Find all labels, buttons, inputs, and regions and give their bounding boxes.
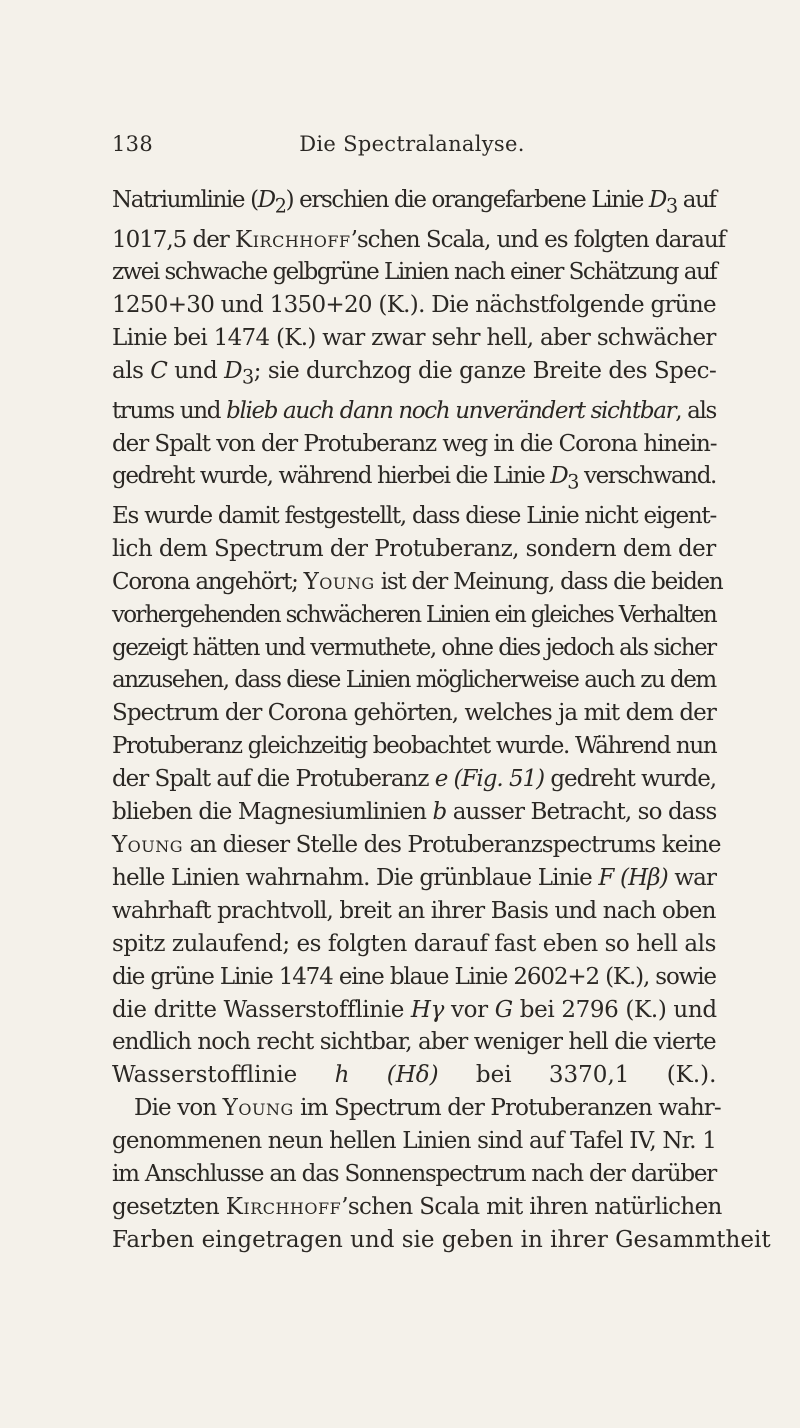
- text-line: Linie bei 1474 (K.) war zwar sehr hell, aber schwächer: [112, 325, 716, 352]
- text-line: wahrhaft prachtvoll, breit an ihrer Basis und nach oben: [112, 897, 716, 924]
- text-line: lich dem Spectrum der Protuberanz, sondern dem der: [112, 535, 716, 562]
- text-line: Protuberanz gleichzeitig beobachtet wurde. Während nun: [112, 733, 717, 760]
- text-line: Es wurde damit festgestellt, dass diese Linie nicht eigent-: [112, 502, 716, 529]
- running-title: Die Spectralanalyse.: [299, 132, 525, 156]
- text-line: spitz zulaufend; es folgten darauf fast eben so hell als: [112, 930, 716, 957]
- text-line: genommenen neun hellen Linien sind auf Tafel IV, Nr. 1: [112, 1128, 717, 1155]
- text-line: gesetzten Kirchhoff’schen Scala mit ihren natürlichen: [112, 1193, 722, 1220]
- text-line: gedreht wurde, während hierbei die Linie $D_3$ verschwand.: [112, 463, 716, 495]
- text-line: Wasserstofflinie h (Hδ) bei 3370,1 (K.).: [112, 1062, 717, 1089]
- text-line: Farben eingetragen und sie geben in ihrer Gesammtheit: [112, 1226, 771, 1253]
- text-line: Young an dieser Stelle des Protuberanzspectrums keine: [112, 832, 721, 858]
- text-line: gezeigt hätten und vermuthete, ohne dies jedoch als sicher: [112, 634, 716, 661]
- text-line: anzusehen, dass diese Linien möglicherweise auch zu dem: [112, 667, 716, 694]
- text-line: im Anschlusse an das Sonnenspectrum nach der darüber: [112, 1161, 717, 1188]
- text-line: Die von Young im Spectrum der Protuberanzen wahr-: [134, 1095, 721, 1122]
- text-line: Natriumlinie $(D_2)$ erschien die orangefarbene Linie $D_3$ auf: [112, 187, 716, 218]
- text-line: endlich noch recht sichtbar, aber weniger hell die vierte: [112, 1029, 716, 1056]
- text-line: blieben die Magnesiumlinien b ausser Betracht, so dass: [112, 799, 717, 826]
- text-line: trums und blieb auch dann noch unverändert sichtbar, als: [112, 397, 716, 424]
- page-number: 138: [112, 132, 153, 156]
- body-text: [112, 184, 771, 1257]
- text-line: die grüne Linie 1474 eine blaue Linie 2602+2 (K.), sowie: [112, 963, 716, 990]
- text-line: 1250+30 und 1350+20 (K.). Die nächstfolgende grüne: [112, 292, 716, 319]
- text-line: der Spalt von der Protuberanz weg in die Corona hinein-: [112, 430, 717, 457]
- text-line: zwei schwache gelbgrüne Linien nach einer Schätzung auf: [112, 259, 717, 286]
- author-name: Kirchhoff: [235, 226, 351, 253]
- author-name: Kirchhoff: [225, 1193, 342, 1220]
- author-name: Young: [112, 832, 184, 858]
- text-line: als C und $D_3$; sie durchzog die ganze Breite des Spec-: [112, 358, 717, 389]
- text-line: Corona angehört; Young ist der Meinung, dass die beiden: [112, 568, 723, 595]
- text-line: 1017,5 der Kirchhoff’schen Scala, und es folgten darauf: [112, 226, 726, 253]
- text-line: helle Linien wahrnahm. Die grünblaue Linie F (Hβ) war: [112, 864, 717, 891]
- text-line: der Spalt auf die Protuberanz e (Fig. 51) gedreht wurde,: [112, 766, 717, 793]
- text-line: die dritte Wasserstofflinie Hγ vor G bei 2796 (K.) und: [112, 996, 717, 1023]
- text-line: vorhergehenden schwächeren Linien ein gleiches Verhalten: [112, 601, 716, 628]
- text-line: Spectrum der Corona gehörten, welches ja mit dem der: [112, 700, 716, 727]
- author-name: Young: [222, 1095, 294, 1122]
- author-name: Young: [303, 568, 375, 595]
